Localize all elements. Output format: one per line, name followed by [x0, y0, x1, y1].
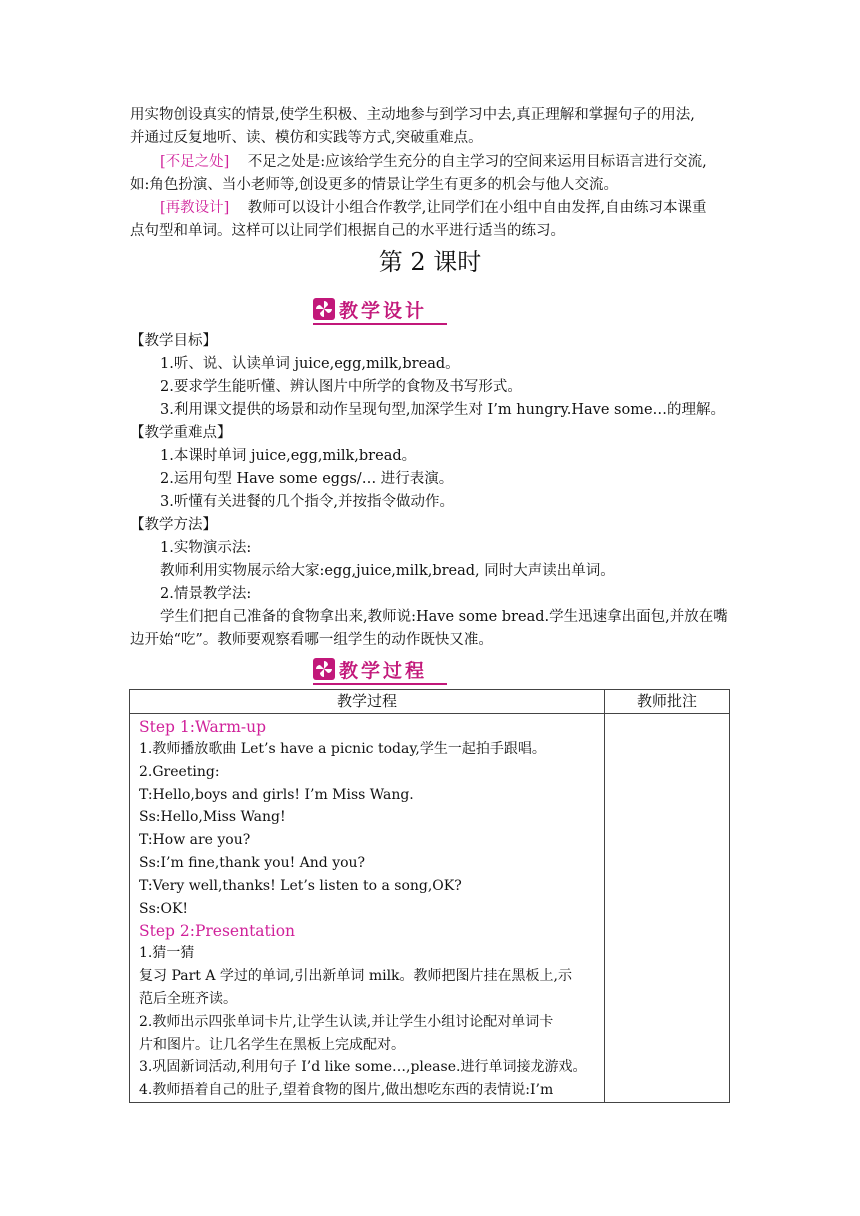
redesign-paragraph — [160, 198, 706, 218]
banner-underline — [313, 683, 447, 685]
pinwheel-icon — [313, 298, 335, 320]
list-item: 4.教师捂着自己的肚子,望着食物的图片,做出想吃东西的表情说:I’m — [139, 1082, 554, 1099]
redesign-line-2: 点句型和单词。这样可以让同学们根据自己的水平进行适当的练习。 — [130, 223, 565, 239]
step-2-heading: Step 2:Presentation — [139, 922, 296, 941]
list-item: 1.猜一猜 — [139, 945, 195, 962]
table-row — [130, 714, 730, 1103]
list-item: Ss:OK! — [139, 900, 189, 917]
keypoints-heading: 【教学重难点】 — [130, 425, 232, 441]
keypoint-item: 2.运用句型 Have some eggs/… 进行表演。 — [160, 471, 454, 487]
process-table — [129, 689, 730, 1103]
intro-line-2: 并通过反复地听、读、模仿和实践等方式,突破重难点。 — [130, 130, 483, 146]
keypoint-item: 3.听懂有关进餐的几个指令,并按指令做动作。 — [160, 494, 454, 510]
list-item: T:How are you? — [139, 832, 251, 849]
process-cell — [130, 714, 605, 1103]
col-header-process: 教学过程 — [130, 690, 605, 714]
goals-heading: 【教学目标】 — [130, 333, 217, 349]
goal-item: 1.听、说、认读单词 juice,egg,milk,bread。 — [160, 356, 460, 372]
shortcoming-paragraph — [160, 152, 707, 172]
col-header-notes: 教师批注 — [605, 690, 730, 714]
list-item: T:Hello,boys and girls! I’m Miss Wang. — [139, 786, 414, 803]
list-item: Ss:Hello,Miss Wang! — [139, 809, 286, 826]
goal-item: 2.要求学生能听懂、辨认图片中所学的食物及书写形式。 — [160, 379, 522, 395]
redesign-text: 教师可以设计小组合作教学,让同学们在小组中自由发挥,自由练习本课重 — [247, 200, 707, 216]
keypoint-item: 1.本课时单词 juice,egg,milk,bread。 — [160, 448, 417, 464]
list-item: 复习 Part A 学过的单词,引出新单词 milk。教师把图片挂在黑板上,示 — [139, 968, 572, 985]
method-1-title: 1.实物演示法: — [160, 540, 252, 556]
lesson-title: 第 2 课时 — [378, 248, 482, 276]
list-item: 范后全班齐读。 — [139, 990, 237, 1007]
shortcoming-tag: [不足之处] — [160, 154, 230, 170]
method-2-desc: 学生们把自己准备的食物拿出来,教师说:Have some bread.学生迅速拿出面包,并放在嘴 — [160, 609, 728, 625]
method-2-desc-cont: 边开始“吃”。教师要观察看哪一组学生的动作既快又准。 — [130, 632, 493, 648]
shortcoming-line-2: 如:角色扮演、当小老师等,创设更多的情景让学生有更多的机会与他人交流。 — [130, 177, 618, 193]
shortcoming-text: 不足之处是:应该给学生充分的自主学习的空间来运用目标语言进行交流, — [247, 154, 707, 170]
list-item: T:Very well,thanks! Let’s listen to a song,OK? — [139, 877, 462, 894]
teaching-design-banner — [313, 297, 447, 321]
method-1-desc: 教师利用实物展示给大家:egg,juice,milk,bread, 同时大声读出单词。 — [160, 563, 615, 579]
step-1-heading: Step 1:Warm-up — [139, 718, 267, 736]
teaching-design-title: 教学设计 — [339, 299, 428, 322]
list-item: 1.教师播放歌曲 Let’s have a picnic today,学生一起拍手跟唱。 — [139, 741, 546, 757]
list-item: 2.Greeting: — [139, 763, 220, 780]
method-2-title: 2.情景教学法: — [160, 586, 252, 602]
list-item: 2.教师出示四张单词卡片,让学生认读,并让学生小组讨论配对单词卡 — [139, 1013, 554, 1030]
list-item: 片和图片。让几名学生在黑板上完成配对。 — [139, 1036, 405, 1053]
teaching-process-title: 教学过程 — [339, 659, 428, 682]
redesign-tag: [再教设计] — [160, 200, 230, 216]
methods-heading: 【教学方法】 — [130, 517, 217, 533]
table-header-row — [130, 690, 730, 714]
intro-line-1: 用实物创设真实的情景,使学生积极、主动地参与到学习中去,真正理解和掌握句子的用法, — [130, 107, 695, 123]
goal-item: 3.利用课文提供的场景和动作呈现句型,加深学生对 I’m hungry.Have some…的理解。 — [160, 402, 726, 418]
notes-cell — [605, 714, 730, 1103]
banner-underline — [313, 323, 447, 325]
pinwheel-icon — [313, 658, 335, 680]
list-item: Ss:I’m fine,thank you! And you? — [139, 854, 366, 871]
list-item: 3.巩固新词活动,利用句子 I’d like some…,please.进行单词接龙游戏。 — [139, 1059, 587, 1076]
teaching-process-banner — [313, 657, 447, 681]
